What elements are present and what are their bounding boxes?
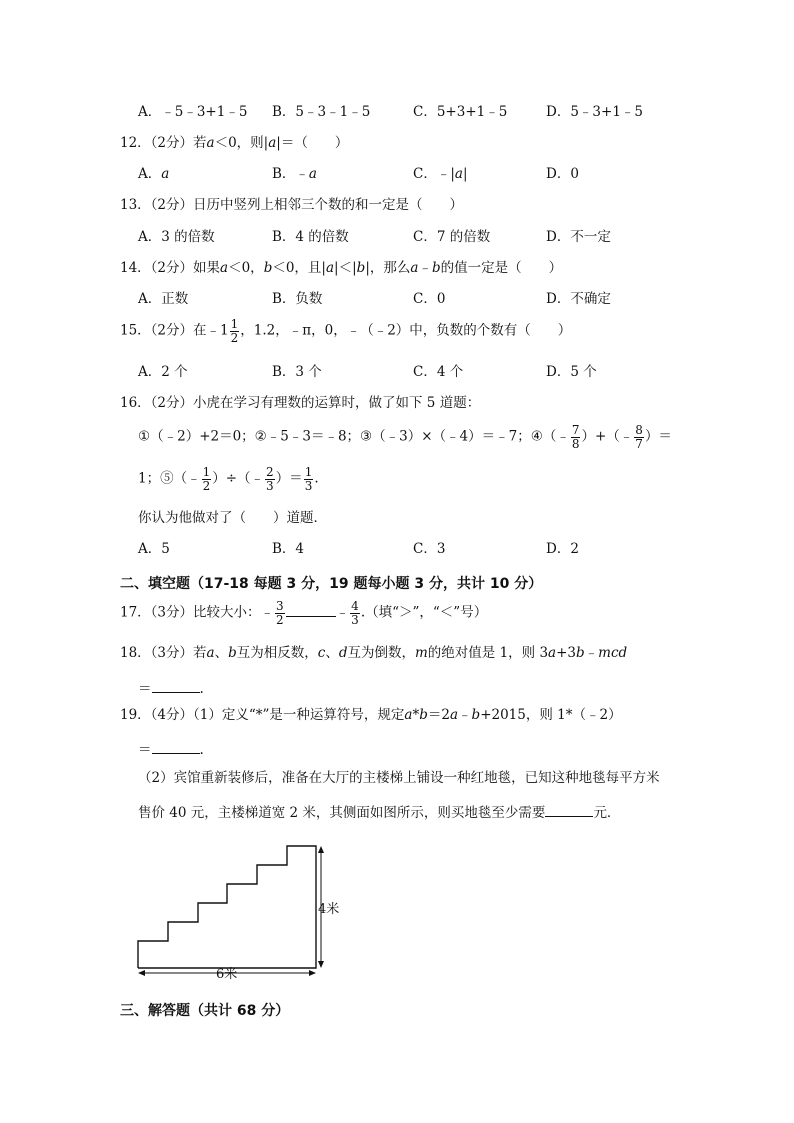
q16-option-b: B．4 — [272, 541, 305, 557]
q15-option-a: A．2 个 — [138, 364, 188, 380]
q13-option-c: C．7 的倍数 — [413, 229, 491, 245]
q16-line-1: ①（﹣2）+2＝0；②﹣5﹣3＝﹣8；③（﹣3）×（﹣4）＝﹣7；④（﹣ $\frac{7}{8}$ ）+（﹣ $\frac{8}{7}$ ）＝ — [138, 423, 672, 451]
q12-option-a: A．a — [138, 166, 170, 182]
q19-part1-answer-line: ＝ . — [138, 742, 204, 758]
staircase-outline — [138, 846, 316, 968]
q17-answer-blank[interactable] — [286, 604, 336, 617]
q11-option-a: A．﹣5﹣3+1﹣5 — [138, 104, 248, 120]
section-2-heading: 二、填空题（17-18 每题 3 分，19 题每小题 3 分，共计 10 分） — [120, 576, 543, 592]
q14-option-b: B．负数 — [272, 291, 323, 307]
q16-question: 你认为他做对了（ ）道题． — [138, 510, 327, 526]
q13-option-d: D．不一定 — [546, 229, 611, 245]
q14-option-c: C．0 — [413, 291, 446, 307]
section-3-heading: 三、解答题（共计 68 分） — [120, 1003, 290, 1019]
staircase-figure — [130, 828, 330, 988]
q16-option-d: D．2 — [546, 541, 579, 557]
q14-option-d: D．不确定 — [546, 291, 611, 307]
q19-part1-answer-blank[interactable] — [152, 741, 200, 754]
q15-stem: 15．（2分）在﹣1 $\frac{1}{2}$ ，1.2，﹣π，0，﹣（﹣2）中，负数的个数有（ ） — [120, 317, 572, 345]
q19-part2-stem: （2）宾馆重新装修后，准备在大厅的主楼梯上铺设一种红地毯，已知这种地毯每平方米 — [138, 770, 660, 786]
q19-part2-answer-blank[interactable] — [545, 804, 593, 817]
q16-line-2: 1；⑤（﹣ $\frac{1}{2}$ ）÷（﹣ $\frac{2}{3}$ ）＝ $\frac{1}{3}$ . — [138, 465, 319, 493]
width-label: 6米 — [216, 967, 238, 982]
q12-option-d: D．0 — [546, 166, 579, 182]
q15-option-b: B．3 个 — [272, 364, 322, 380]
q14-option-a: A．正数 — [138, 291, 189, 307]
q19-part1-stem: 19．（4分）（1）定义“*”是一种运算符号，规定a*b＝2a﹣b+2015，则 1*（﹣2） — [120, 707, 622, 723]
q11-option-b: B．5﹣3﹣1﹣5 — [272, 104, 371, 120]
q13-option-b: B．4 的倍数 — [272, 229, 349, 245]
q18-answer-line: ＝ . — [138, 681, 204, 697]
q16-option-a: A．5 — [138, 541, 170, 557]
q15-option-d: D．5 个 — [546, 364, 597, 380]
height-label: 4米 — [318, 902, 340, 917]
q17-stem: 17．（3分）比较大小：﹣ $\frac{3}{2}$ ﹣ $\frac{4}{3}$ .（填“＞”，“＜”号） — [120, 599, 488, 627]
q15-option-c: C．4 个 — [413, 364, 464, 380]
q12-stem: 12．（2分）若a＜0，则|a|＝（ ） — [120, 135, 349, 151]
q19-part2-stem-2: 售价 40 元，主楼梯道宽 2 米，其侧面如图所示，则买地毯至少需要 元． — [138, 805, 621, 821]
q13-option-a: A．3 的倍数 — [138, 229, 215, 245]
q11-option-c: C．5+3+1﹣5 — [413, 104, 508, 120]
q15-fraction: $\frac{1}{2}$ — [230, 317, 239, 345]
q16-stem: 16．（2分）小虎在学习有理数的运算时，做了如下 5 道题： — [120, 395, 481, 411]
q12-option-b: B．﹣a — [272, 166, 317, 182]
q14-stem: 14．（2分）如果a＜0，b＜0，且|a|＜|b|，那么a﹣b的值一定是（ ） — [120, 260, 563, 276]
q13-stem: 13．（2分）日历中竖列上相邻三个数的和一定是（ ） — [120, 197, 464, 213]
q12-option-c: C．﹣|a| — [413, 166, 468, 182]
q18-stem: 18．（3分）若a、b互为相反数，c、d互为倒数，m的绝对值是 1，则 3a+3b﹣mcd — [120, 645, 628, 661]
q11-option-d: D．5﹣3+1﹣5 — [546, 104, 643, 120]
q16-option-c: C．3 — [413, 541, 446, 557]
q18-answer-blank[interactable] — [152, 680, 200, 693]
